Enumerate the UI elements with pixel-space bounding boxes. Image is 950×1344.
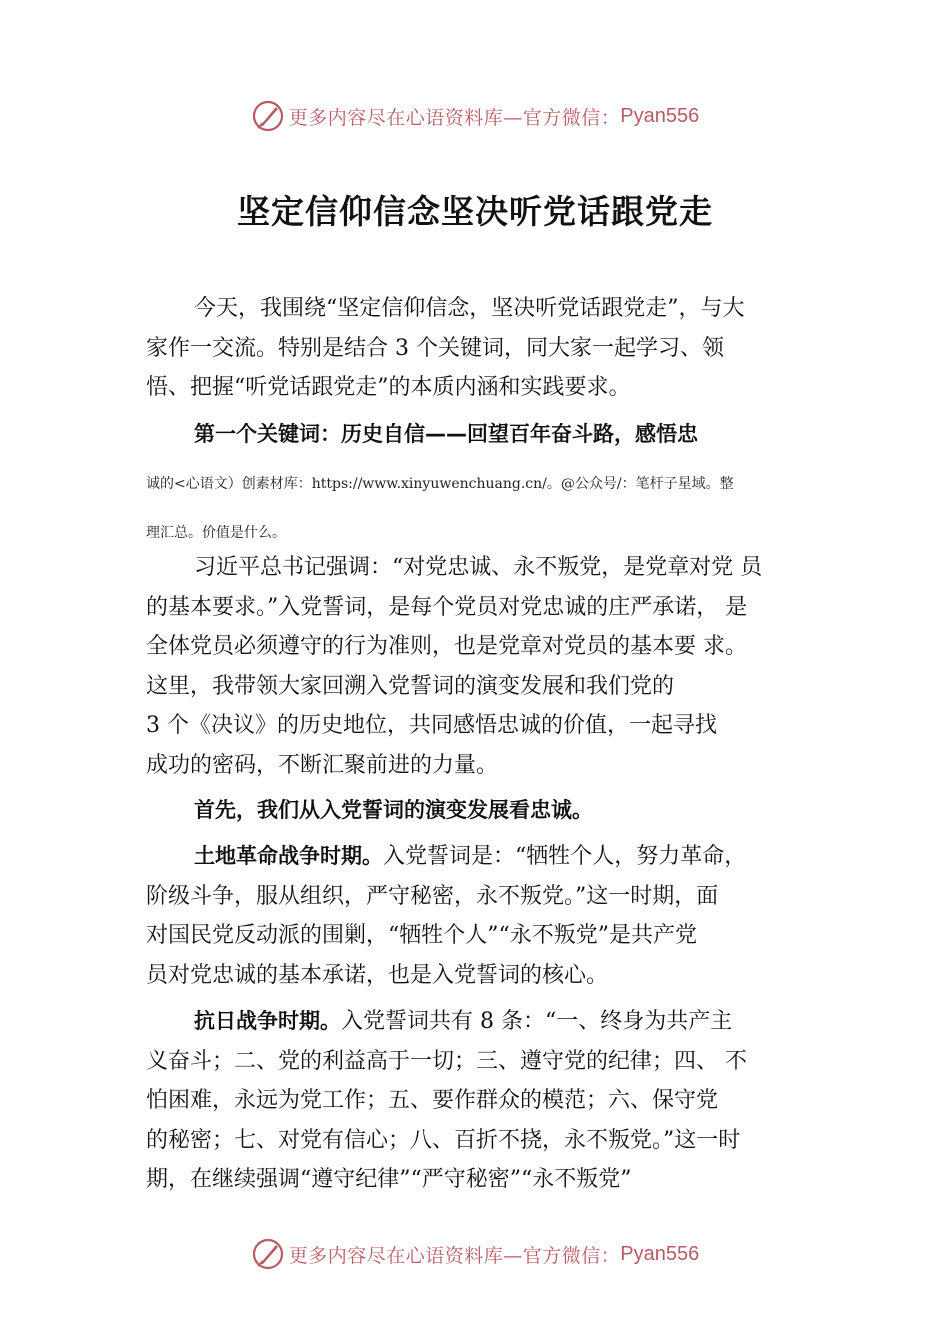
- anti-japanese-line: 怕困难，永远为党工作；五、要作群众的模范；六、保守党: [146, 1088, 719, 1113]
- land-revolution-paragraph: [146, 837, 746, 995]
- land-revolution-line: 对国民党反动派的围剿，“牺牲个人”“永不叛党”是共产党: [146, 923, 697, 948]
- keyword1-continuation-line: 诚的<心语文）创素材库：https://www.xinyuwenchuang.cn/。@公众号/：笔杆子星域。整: [146, 476, 734, 492]
- land-revolution-lead: 土地革命战争时期。: [194, 844, 383, 868]
- quill-logo-icon: [251, 99, 285, 133]
- watermark-text: 更多内容尽在心语资料库—官方微信：: [288, 106, 621, 129]
- land-revolution-line: 阶级斗争，服从组织，严守秘密，永不叛党。”这一时期，面: [146, 883, 719, 909]
- section-heading-text: 首先，我们从入党誓词的演变发展看忠诚。: [194, 798, 593, 822]
- anti-japanese-first-line: [146, 1002, 747, 1042]
- watermark-wechat-id: Pyan556: [620, 104, 700, 127]
- anti-japanese-paragraph: [146, 1002, 747, 1200]
- keyword1-heading-text: 第一个关键词：历史自信——回望百年奋斗路，感悟忠: [194, 422, 698, 446]
- quote-line: 习近平总书记强调：“对党忠诚、永不叛党，是党章对党 员: [194, 555, 763, 580]
- intro-paragraph: [146, 289, 745, 408]
- document-title: 坚定信仰信念坚决听党话跟党走: [237, 192, 713, 231]
- anti-japanese-line: 期，在继续强调“遵守纪律”“严守秘密”“永不叛党”: [146, 1167, 632, 1192]
- intro-line: 今天，我围绕“坚定信仰信念，坚决听党话跟党走”，与大: [194, 296, 745, 321]
- land-revolution-line: 员对党忠诚的基本承诺，也是入党誓词的核心。: [146, 962, 609, 988]
- anti-japanese-line1-text: 入党誓词共有 8 条：“一、终身为共产主: [341, 1009, 733, 1034]
- quill-logo-icon: [251, 1237, 285, 1271]
- keyword1-continuation-line: 理汇总。价值是什么。: [146, 525, 286, 541]
- quote-line: 的基本要求。”入党誓词，是每个党员对党忠诚的庄严承诺， 是: [146, 594, 748, 620]
- watermark-text: 更多内容尽在心语资料库—官方微信：: [288, 1244, 621, 1267]
- quote-line: 3 个《决议》的历史地位，共同感悟忠诚的价值，一起寻找: [146, 713, 717, 738]
- intro-line: 家作一交流。特别是结合 3 个关键词，同大家一起学习、领: [146, 335, 724, 361]
- keyword1-heading: [146, 415, 698, 455]
- land-revolution-line1-text: 入党誓词是：“牺牲个人，努力革命，: [383, 844, 747, 869]
- quote-line: 这里，我带领大家回溯入党誓词的演变发展和我们党的: [146, 673, 675, 699]
- quote-line: 全体党员必须遵守的行为准则，也是党章对党员的基本要 求。: [146, 634, 747, 659]
- header-watermark: [0, 96, 950, 136]
- land-revolution-first-line: [146, 837, 746, 877]
- section-heading-first: [146, 791, 593, 831]
- quote-paragraph: [146, 548, 762, 785]
- footer-watermark: [0, 1234, 950, 1274]
- anti-japanese-lead: 抗日战争时期。: [194, 1009, 341, 1033]
- anti-japanese-line: 义奋斗；二、党的利益高于一切；三、遵守党的纪律；四、 不: [146, 1048, 747, 1074]
- quote-line: 成功的密码，不断汇聚前进的力量。: [146, 752, 499, 778]
- anti-japanese-line: 的秘密；七、对党有信心；八、百折不挠，永不叛党。”这一时: [146, 1127, 741, 1153]
- intro-line: 悟、把握“听党话跟党走”的本质内涵和实践要求。: [146, 375, 631, 400]
- watermark-wechat-id: Pyan556: [620, 1242, 700, 1265]
